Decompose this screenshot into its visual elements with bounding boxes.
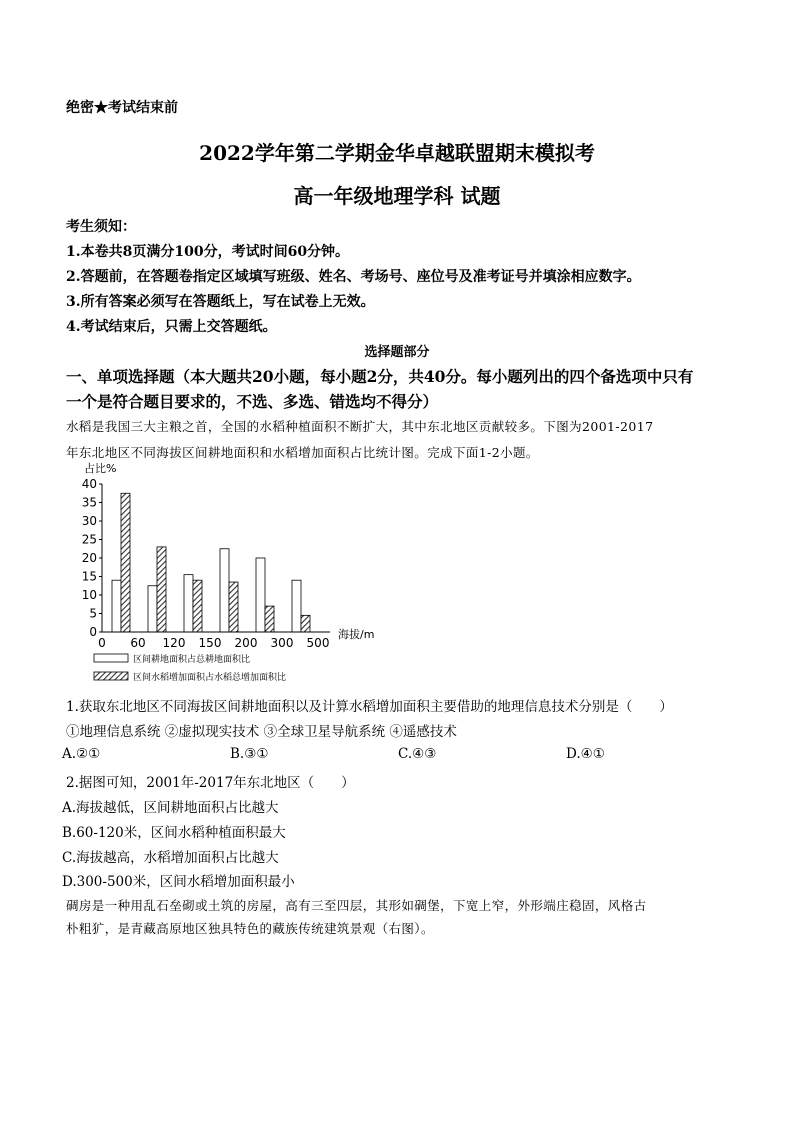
x-tick-label: 200	[234, 636, 258, 650]
y-tick-label: 5	[89, 606, 97, 621]
y-tick-label: 0	[89, 625, 97, 639]
y-tick-label: 30	[81, 514, 97, 528]
bar-cultivated-land	[220, 549, 229, 632]
bar-cultivated-land	[148, 586, 157, 632]
part1-instructions-line1: 一、单项选择题（本大题共20小题，每小题2分，共40分。每小题列出的四个备选项中只有	[66, 367, 694, 386]
x-tick-label: 0	[98, 636, 106, 650]
x-axis-label: 海拔/m	[338, 628, 375, 641]
section-title: 选择题部分	[364, 345, 430, 360]
x-tick-label: 500	[306, 636, 330, 650]
bar-rice-increase	[157, 547, 166, 632]
bar-chart	[66, 462, 396, 690]
q2-option-d: D.300-500米，区间水稻增加面积最小	[62, 874, 295, 890]
q2-stem: 2.据图可知，2001年-2017年东北地区（ ）	[66, 775, 355, 791]
y-tick-label: 25	[81, 532, 97, 547]
exam-title: 2022学年第二学期金华卓越联盟期末模拟考	[199, 141, 595, 165]
x-tick-label: 120	[162, 636, 186, 650]
bar-rice-increase	[301, 615, 310, 632]
y-tick-label: 20	[81, 551, 97, 565]
y-tick-label: 10	[81, 588, 97, 602]
bar-rice-increase	[121, 493, 130, 632]
y-tick-label: 35	[81, 495, 97, 510]
bar-rice-increase	[265, 606, 274, 632]
q1-option-d: D.④①	[566, 746, 605, 762]
notice-item-4: 4.考试结束后，只需上交答题纸。	[66, 319, 277, 335]
bar-cultivated-land	[256, 558, 265, 632]
y-tick-label: 40	[81, 477, 97, 491]
intro2-line1: 碉房是一种用乱石垒砌或土筑的房屋，高有三至四层，其形如碉堡，下宽上窄，外形端庄稳固，风格古	[66, 898, 647, 913]
q1-option-b: B.③①	[230, 746, 269, 762]
bar-cultivated-land	[292, 580, 301, 632]
x-tick-label: 300	[270, 636, 294, 650]
intro1-line1: 水稻是我国三大主粮之首，全国的水稻种植面积不断扩大，其中东北地区贡献较多。下图为2001-2017	[66, 419, 654, 434]
notice-item-1: 1.本卷共8页满分100分，考试时间60分钟。	[66, 244, 350, 260]
q1-option-c: C.④③	[398, 746, 437, 762]
bar-rice-increase	[229, 582, 238, 632]
q2-option-b: B.60-120米，区间水稻种植面积最大	[62, 825, 286, 841]
bar-rice-increase	[193, 580, 202, 632]
notice-heading: 考生须知：	[66, 219, 136, 235]
x-tick-label: 150	[198, 636, 222, 650]
intro1-line2: 年东北地区不同海拔区间耕地面积和水稻增加面积占比统计图。完成下面1-2小题。	[66, 445, 539, 460]
exam-subtitle: 高一年级地理学科 试题	[293, 184, 501, 208]
legend-label-2: 区间水稻增加面积占水稻总增加面积比	[133, 673, 287, 683]
legend-swatch-1	[94, 654, 128, 662]
bar-cultivated-land	[184, 575, 193, 632]
notice-item-3: 3.所有答案必须写在答题纸上，写在试卷上无效。	[66, 294, 375, 310]
q2-option-a: A.海拔越低，区间耕地面积占比越大	[62, 800, 279, 816]
bar-cultivated-land	[112, 580, 121, 632]
intro2-line2: 朴粗犷，是青藏高原地区独具特色的藏族传统建筑景观（右图）。	[66, 921, 434, 936]
confidential-mark: 绝密★考试结束前	[66, 100, 178, 116]
q1-stem: 1.获取东北地区不同海拔区间耕地面积以及计算水稻增加面积主要借助的地理信息技术分别是（ ）	[66, 699, 673, 715]
q2-option-c: C.海拔越高，水稻增加面积占比越大	[62, 850, 279, 866]
part1-instructions-line2: 一个是符合题目要求的，不选、多选、错选均不得分）	[66, 392, 439, 411]
q1-items: ①地理信息系统 ②虚拟现实技术 ③全球卫星导航系统 ④遥感技术	[66, 724, 457, 740]
q1-option-a: A.②①	[62, 746, 101, 762]
notice-item-2: 2.答题前，在答题卷指定区域填写班级、姓名、考场号、座位号及准考证号并填涂相应数字。	[66, 269, 641, 285]
y-tick-label: 15	[81, 569, 97, 584]
y-axis-label: 占比%	[84, 462, 117, 475]
legend-swatch-2	[94, 672, 128, 680]
legend-label-1: 区间耕地面积占总耕地面积比	[133, 655, 251, 665]
x-tick-label: 60	[130, 636, 146, 650]
